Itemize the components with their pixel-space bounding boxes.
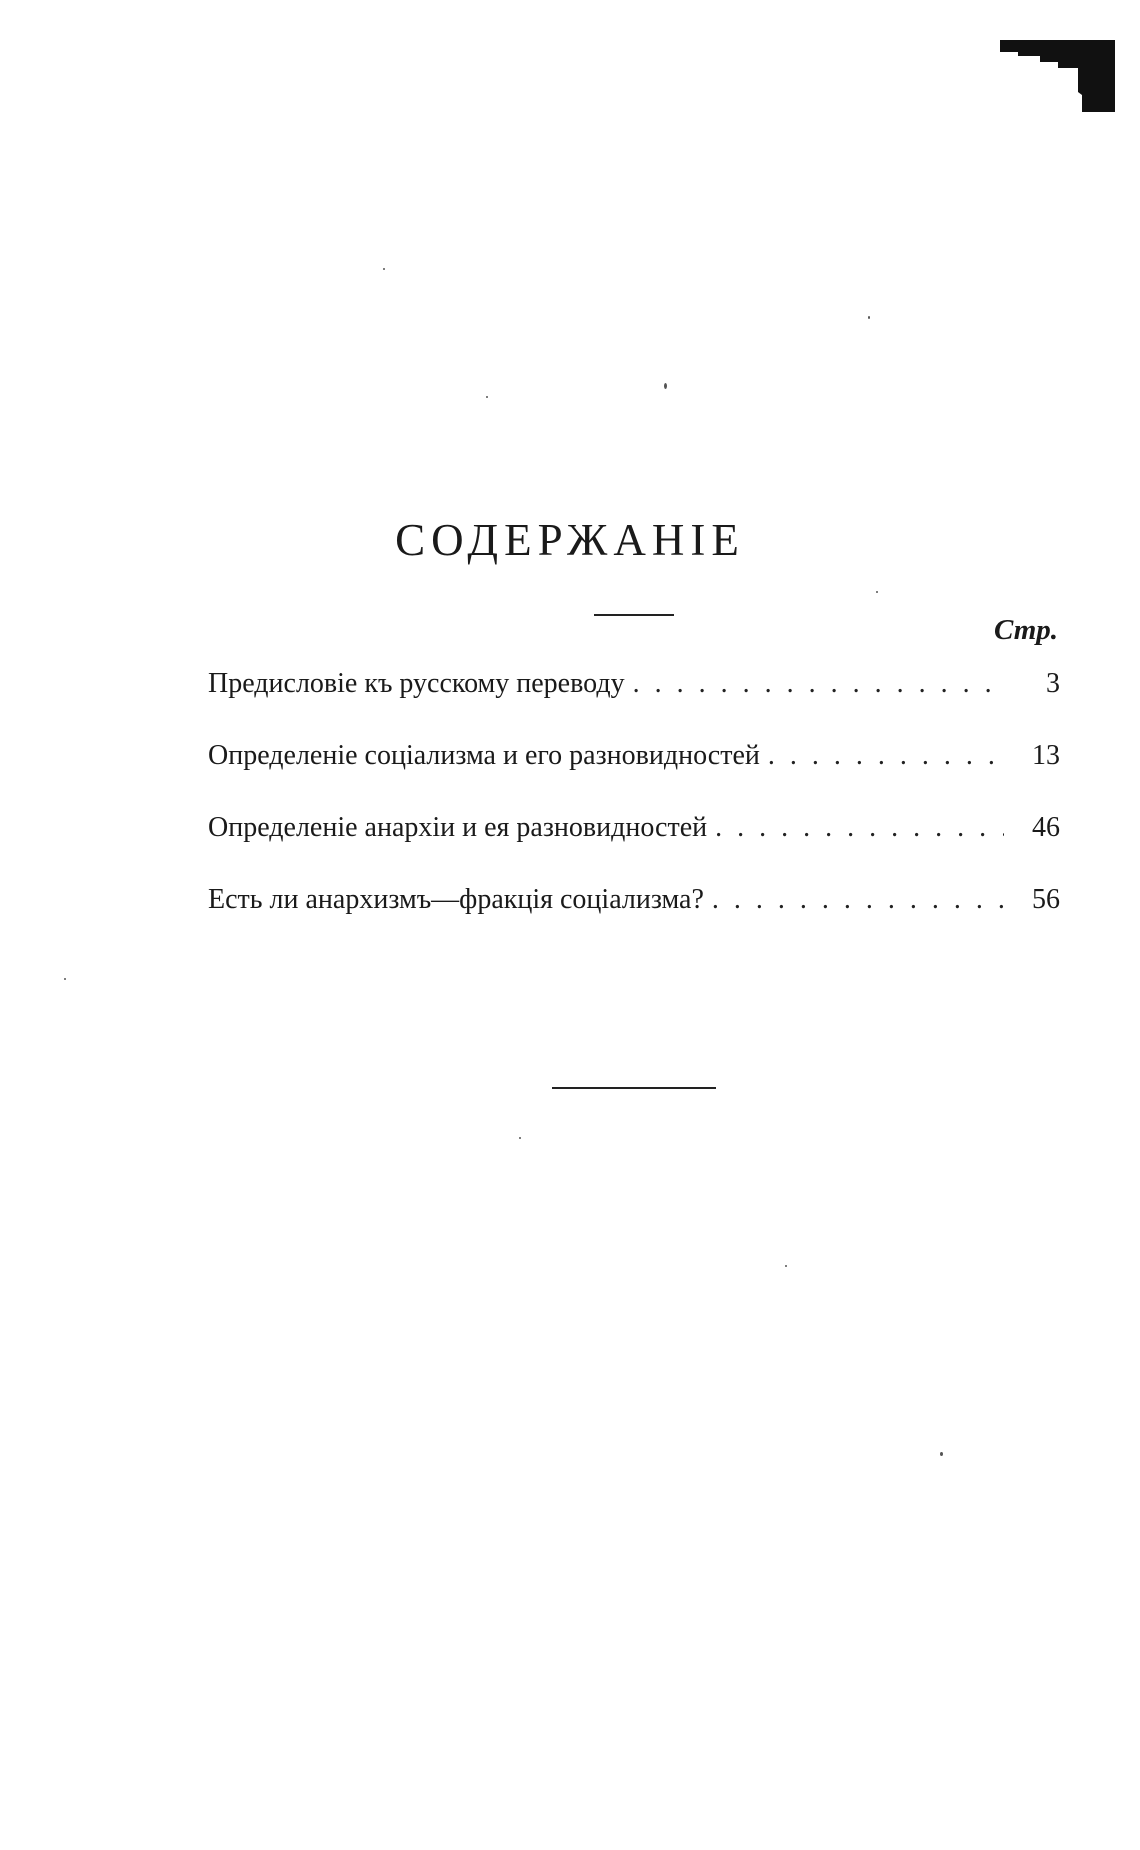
toc-entry[interactable] (208, 736, 1060, 808)
scan-speck (876, 591, 878, 593)
dot-leader (704, 880, 1004, 920)
toc-entry[interactable] (208, 664, 1060, 736)
scan-artifact-corner-mark (1000, 40, 1120, 115)
scan-speck (868, 316, 870, 319)
page-title: СОДЕРЖАНІЕ (395, 515, 745, 565)
heading-divider (594, 614, 674, 616)
toc-entry-page: 13 (1032, 740, 1060, 771)
scan-speck (383, 268, 385, 270)
scan-speck (785, 1265, 787, 1267)
dot-leader (760, 736, 1004, 776)
dot-leader (625, 664, 1004, 704)
toc-entry-page: 3 (1046, 668, 1060, 699)
toc-entry-title: Определеніе анархіи и ея разновидностей (208, 812, 708, 843)
dot-leader (707, 808, 1004, 848)
toc-entry-title: Определеніе соціализма и его разновидностей (208, 740, 760, 771)
toc-entry-title: Есть ли анархизмъ—фракція соціализма? (208, 884, 704, 915)
scan-speck (486, 396, 488, 398)
scan-speck (664, 383, 667, 389)
toc-entry-title: Предисловіе къ русскому переводу (208, 668, 625, 699)
toc-entry[interactable] (208, 880, 1060, 952)
scan-speck (940, 1452, 943, 1456)
page-column-label: Стр. (993, 614, 1058, 646)
scan-speck (519, 1137, 521, 1139)
toc-entry-page: 46 (1032, 812, 1060, 843)
scan-speck (64, 978, 66, 980)
closing-divider (552, 1087, 716, 1089)
table-of-contents (208, 664, 1060, 952)
toc-entry[interactable] (208, 808, 1060, 880)
toc-entry-page: 56 (1032, 884, 1060, 915)
